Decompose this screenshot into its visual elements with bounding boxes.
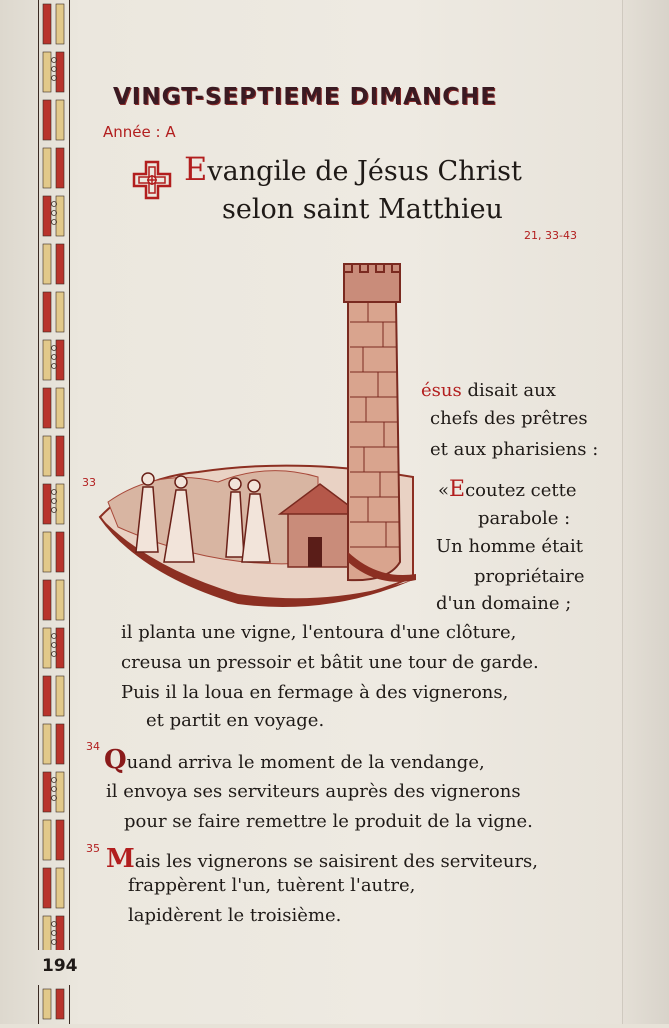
text-line-16 xyxy=(106,844,538,874)
text-line-5: parabole : xyxy=(478,508,571,529)
border-pattern xyxy=(39,0,69,950)
text-initial-ecoutez: E xyxy=(449,477,466,502)
text-line-1-rest: disait aux xyxy=(461,380,556,401)
page-number: 194 xyxy=(42,956,78,976)
tower-vineyard-illustration xyxy=(98,262,418,612)
dropcap-m: M xyxy=(106,844,135,874)
next-page-edge xyxy=(622,0,669,1024)
text-line-12: et partit en voyage. xyxy=(146,710,325,731)
heading-initial: E xyxy=(184,150,208,188)
text-line-10: creusa un pressoir et bâtit une tour de garde. xyxy=(121,652,539,673)
text-line-3: et aux pharisiens : xyxy=(430,439,599,460)
text-line-7: propriétaire xyxy=(474,566,585,587)
dropcap-q: Q xyxy=(104,745,127,775)
heading-line1: vangile de Jésus Christ xyxy=(207,156,522,187)
decorative-border xyxy=(38,0,70,950)
text-line-15: pour se faire remettre le produit de la vigne. xyxy=(124,811,533,832)
text-line-17: frappèrent l'un, tuèrent l'autre, xyxy=(128,875,416,896)
text-line-16-rest: ais les vignerons se saisirent des serviteurs, xyxy=(134,851,539,872)
text-line-13 xyxy=(104,745,485,775)
ornamental-cross-icon xyxy=(132,160,172,200)
decorative-border-bottom xyxy=(38,985,70,1024)
gospel-heading xyxy=(184,150,584,229)
liturgical-year: Année : A xyxy=(103,123,176,141)
verse-number-33: 33 xyxy=(82,476,96,489)
text-line-9: il planta une vigne, l'entoura d'une clôture, xyxy=(121,622,517,643)
text-line-4 xyxy=(438,477,577,502)
verse-number-34: 34 xyxy=(86,740,100,753)
heading-line2: selon saint Matthieu xyxy=(222,194,503,225)
text-line-11: Puis il la loua en fermage à des vignerons, xyxy=(121,682,509,703)
page-title: VINGT-SEPTIEME DIMANCHE xyxy=(113,84,498,110)
text-line-2: chefs des prêtres xyxy=(430,408,588,429)
scripture-reference: 21, 33-43 xyxy=(524,229,577,242)
text-line-8: d'un domaine ; xyxy=(436,593,572,614)
verse-number-35: 35 xyxy=(86,842,100,855)
text-line-4-rest: coutez cette xyxy=(465,480,577,501)
text-line-14: il envoya ses serviteurs auprès des vignerons xyxy=(106,781,521,802)
text-line-1 xyxy=(421,380,556,401)
text-line-13-rest: uand arriva le moment de la vendange, xyxy=(126,752,485,773)
text-initial-jesus: ésus xyxy=(421,380,462,401)
text-line-18: lapidèrent le troisième. xyxy=(128,905,342,926)
opening-quote: « xyxy=(438,480,450,501)
text-line-6: Un homme était xyxy=(436,536,584,557)
